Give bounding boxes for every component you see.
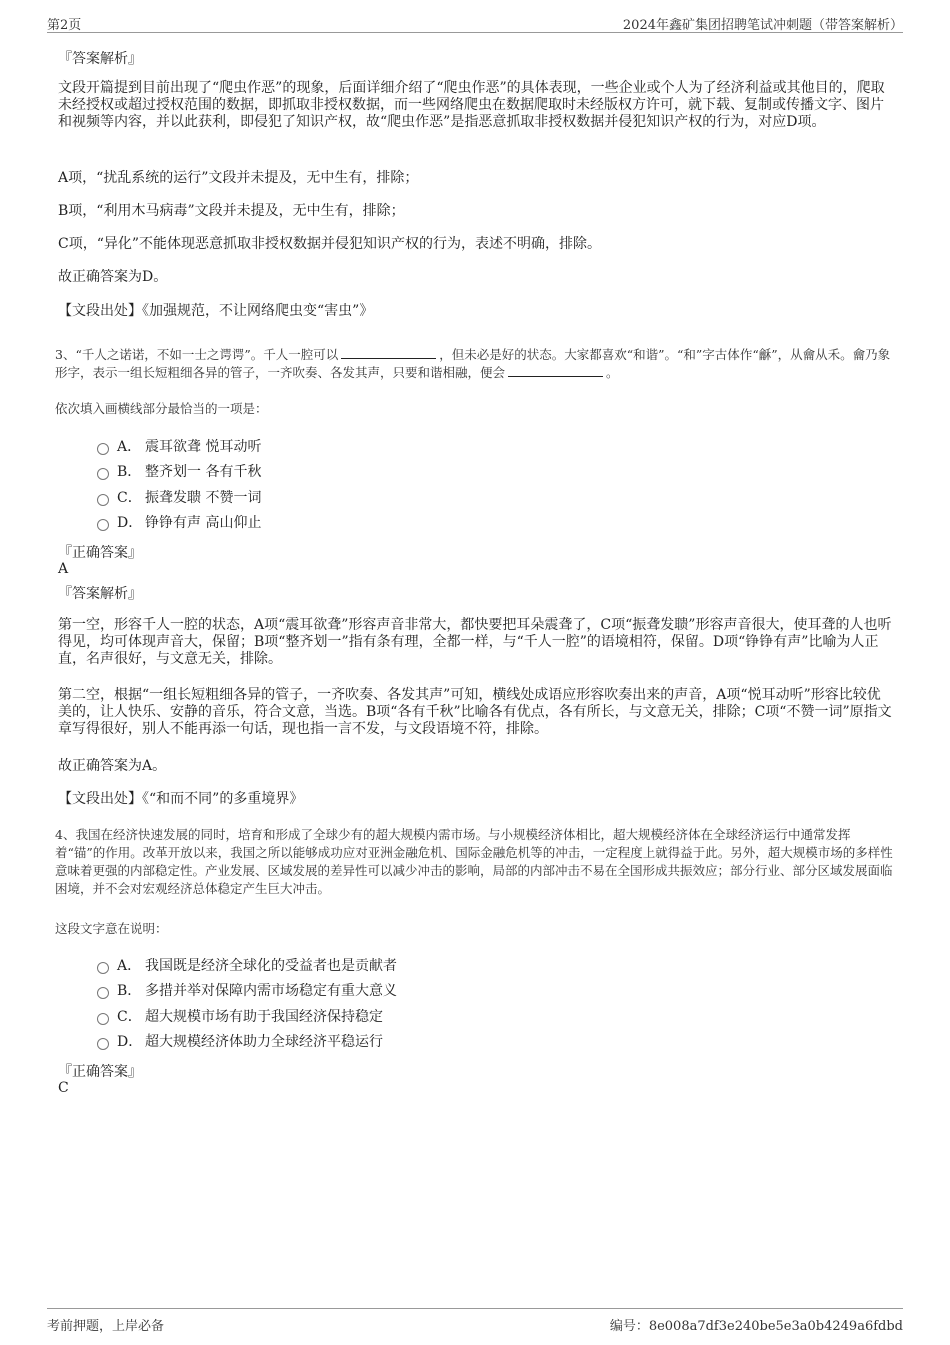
source-citation: 【文段出处】《“和而不同”的多重境界》 bbox=[58, 791, 304, 807]
answer-tag: 『正确答案』 bbox=[58, 545, 142, 561]
analysis-paragraph: B项，“利用木马病毒”文段并未提及，无中生有，排除； bbox=[58, 203, 405, 219]
document-id: 编号：8e008a7df3e240be5e3a0b4249a6fdbd bbox=[609, 1319, 903, 1334]
question-3-options bbox=[97, 433, 261, 535]
fill-blank-1 bbox=[341, 346, 436, 359]
correct-answer: C bbox=[58, 1080, 69, 1096]
analysis-paragraph: 第二空，根据“一组长短粗细各异的管子，一齐吹奏、各发其声”可知，横线处成语应形容吹奏出来的声音，A项“悦耳动听”形容比较优美的，让人快乐、安静的音乐，符合文意，当选。B项“各有千秋”比喻各有优点，各有所长，与文意无关，排除；C项“不赞一词”原指文章写得很好，别人不能再添一句话，现也指一言不发，与文段语境不符，排除。 bbox=[58, 687, 892, 737]
answer-conclusion: 故正确答案为D。 bbox=[58, 269, 168, 285]
analysis-tag: 『答案解析』 bbox=[58, 51, 142, 67]
analysis-paragraph: 第一空，形容千人一腔的状态，A项“震耳欲聋”形容声音非常大，都快要把耳朵震聋了，C项“振聋发聩”形容声音很大，使耳聋的人也听得见，均可体现声音大，保留；B项“整齐划一”指有条有理，全都一样，与“千人一腔”的语境相符，保留。D项“铮铮有声”比喻为人正直，名声很好，与文意无关，排除。 bbox=[58, 617, 892, 667]
radio-button-icon[interactable] bbox=[97, 494, 109, 506]
question-4-options bbox=[97, 952, 397, 1054]
question-3-prompt: 依次填入画横线部分最恰当的一项是： bbox=[55, 401, 268, 416]
fill-blank-2 bbox=[508, 364, 603, 377]
question-4-prompt: 这段文字意在说明： bbox=[55, 921, 168, 936]
answer-conclusion: 故正确答案为A。 bbox=[58, 758, 167, 774]
option-c[interactable]: C． 振聋发聩 不赞一词 bbox=[97, 484, 261, 510]
option-a[interactable]: A． 震耳欲聋 悦耳动听 bbox=[97, 433, 261, 459]
option-a[interactable]: A． 我国既是经济全球化的受益者也是贡献者 bbox=[97, 952, 397, 978]
analysis-paragraph: A项，“扰乱系统的运行”文段并未提及，无中生有，排除； bbox=[58, 170, 419, 186]
option-c[interactable]: C． 超大规模市场有助于我国经济保持稳定 bbox=[97, 1003, 397, 1029]
analysis-paragraph: C项，“异化”不能体现恶意抓取非授权数据并侵犯知识产权的行为，表述不明确，排除。 bbox=[58, 236, 602, 252]
radio-button-icon[interactable] bbox=[97, 519, 109, 531]
radio-button-icon[interactable] bbox=[97, 1038, 109, 1050]
correct-answer: A bbox=[58, 561, 69, 577]
page-header bbox=[47, 12, 903, 33]
radio-button-icon[interactable] bbox=[97, 987, 109, 999]
answer-tag: 『正确答案』 bbox=[58, 1064, 142, 1080]
option-d[interactable]: D． 铮铮有声 高山仰止 bbox=[97, 510, 261, 536]
question-4-stem: 4、我国在经济快速发展的同时，培育和形成了全球少有的超大规模内需市场。与小规模经济体相比，超大规模经济体在全球经济运行中通常发挥着“锚”的作用。改革开放以来，我国之所以能够成功应对亚洲金融危机、国际金融危机等的冲击，一定程度上就得益于此。另外，超大规模市场的多样性意味着更强的内部稳定性。产业发展、区域发展的差异性可以减少冲击的影响，局部的内部冲击不易在全国形成共振效应；部分行业、部分区域发展面临困境，并不会对宏观经济总体稳定产生巨大冲击。 bbox=[55, 827, 893, 896]
option-b[interactable]: B． 多措并举对保障内需市场稳定有重大意义 bbox=[97, 978, 397, 1004]
footer-slogan: 考前押题，上岸必备 bbox=[47, 1319, 165, 1334]
question-3-stem: 3、“千人之诺诺，不如一士之谔谔”。千人一腔可以 ，但未必是好的状态。大家都喜欢“和谐”。“和”字古体作“龢”，从龠从禾。龠乃象形字，表示一组长短粗细各异的管子，一齐吹奏、各发其声，只要和谐相融，便会 。 bbox=[55, 347, 891, 380]
radio-button-icon[interactable] bbox=[97, 1013, 109, 1025]
page-footer bbox=[47, 1308, 903, 1339]
radio-button-icon[interactable] bbox=[97, 443, 109, 455]
option-b[interactable]: B． 整齐划一 各有千秋 bbox=[97, 459, 261, 485]
document-title: 2024年鑫矿集团招聘笔试冲刺题（带答案解析） bbox=[622, 18, 903, 33]
analysis-paragraph: 文段开篇提到目前出现了“爬虫作恶”的现象，后面详细介绍了“爬虫作恶”的具体表现，一些企业或个人为了经济利益或其他目的，爬取未经授权或超过授权范围的数据，即抓取非授权数据，而一些网络爬虫在数据爬取时未经版权方许可，就下载、复制或传播文字、图片和视频等内容，并以此获利，即侵犯了知识产权，故“爬虫作恶”是指恶意抓取非授权数据并侵犯知识产权的行为，对应D项。 bbox=[58, 80, 885, 130]
radio-button-icon[interactable] bbox=[97, 962, 109, 974]
source-citation: 【文段出处】《加强规范，不让网络爬虫变“害虫”》 bbox=[58, 303, 374, 319]
option-d[interactable]: D． 超大规模经济体助力全球经济平稳运行 bbox=[97, 1029, 397, 1055]
radio-button-icon[interactable] bbox=[97, 468, 109, 480]
analysis-tag: 『答案解析』 bbox=[58, 586, 142, 602]
page-number: 第2页 bbox=[47, 18, 82, 33]
